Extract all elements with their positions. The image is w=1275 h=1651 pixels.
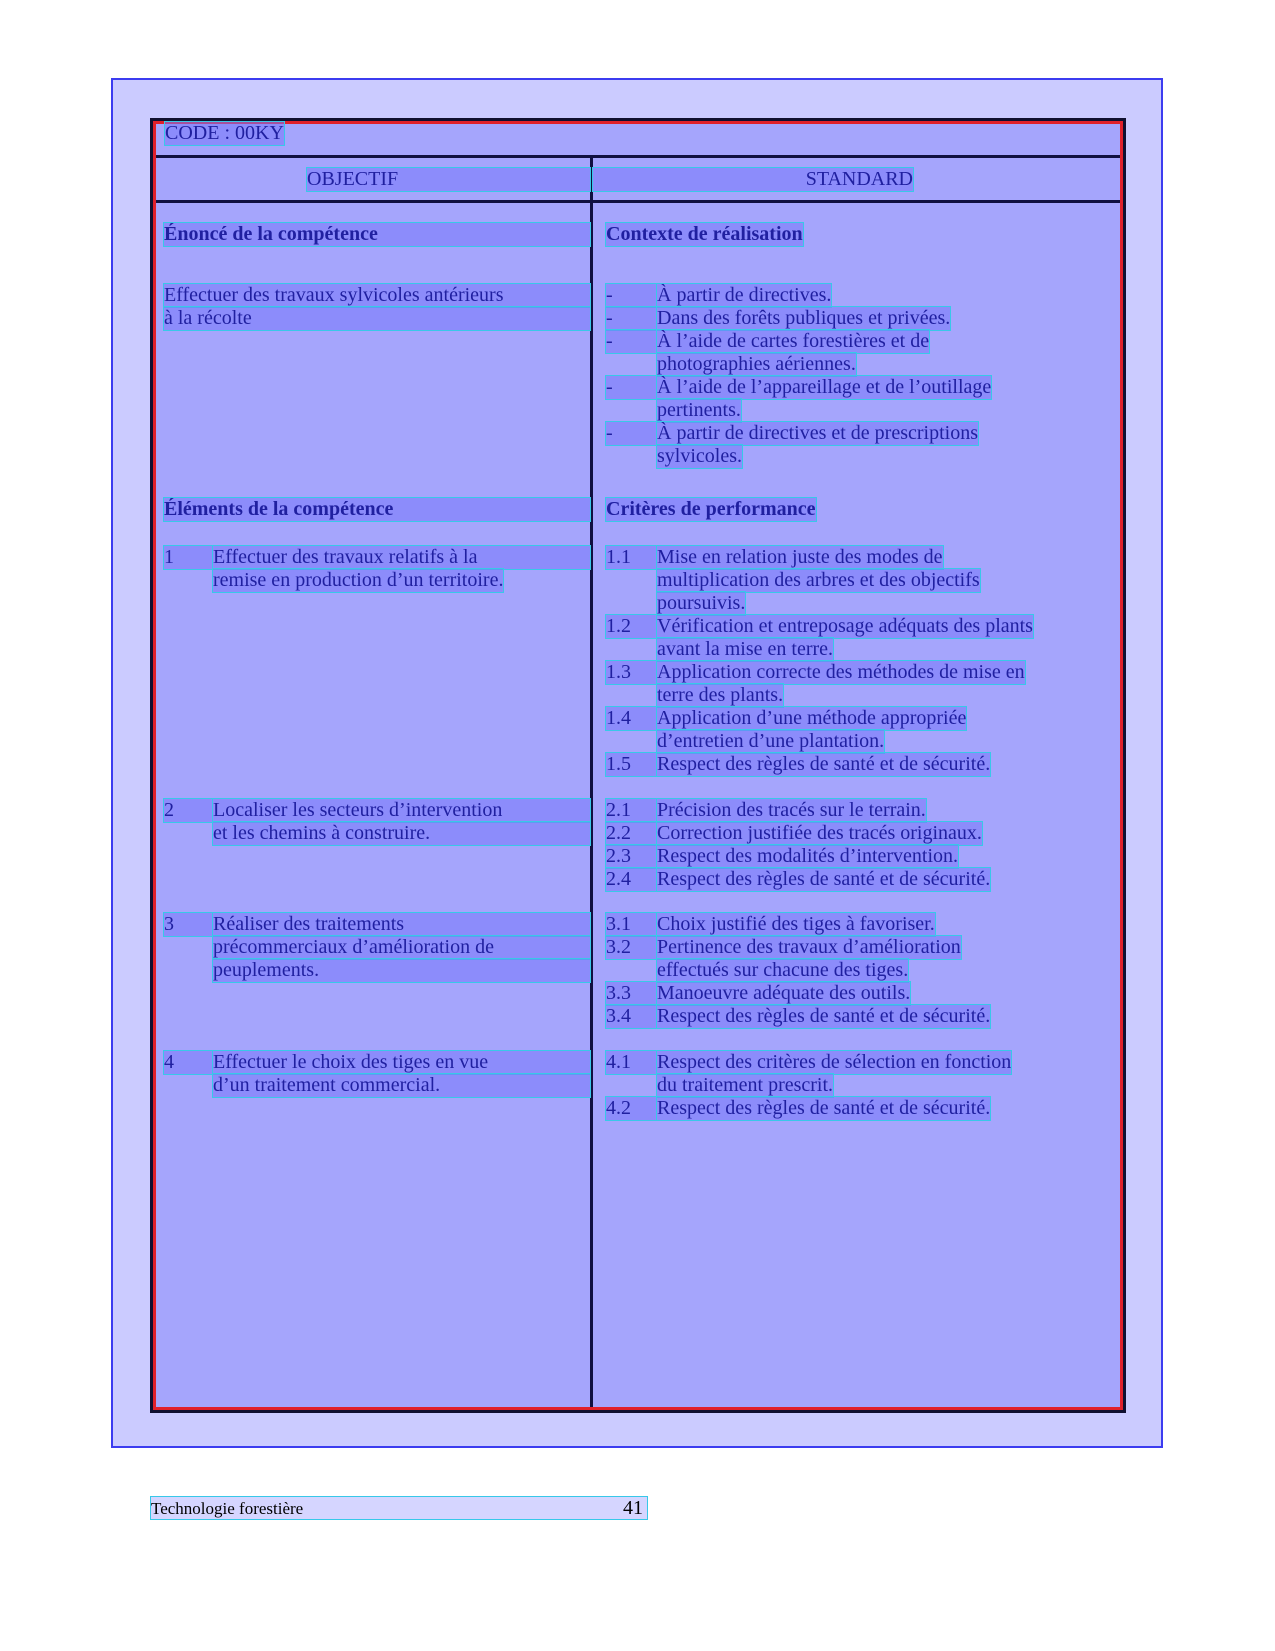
critere-line: d’entretien d’une plantation. <box>657 730 885 752</box>
contexte-title: Contexte de réalisation <box>606 223 803 245</box>
critere-line: Choix justifié des tiges à favoriser. <box>657 913 935 935</box>
contexte-bullet: - <box>606 422 656 445</box>
critere-line: Respect des règles de santé et de sécurité. <box>657 868 991 890</box>
contexte-line: À l’aide de l’appareillage et de l’outillage <box>657 376 992 398</box>
enonce-line <box>164 307 590 330</box>
critere-number: 3.4 <box>606 1005 656 1028</box>
element-line-text: précommerciaux d’amélioration de <box>213 936 494 958</box>
contexte-bullet: - <box>606 376 656 399</box>
element-line <box>213 546 590 569</box>
contexte-line: À l’aide de cartes forestières et de <box>657 330 930 352</box>
element-line <box>213 1074 590 1097</box>
critere-number: 3.3 <box>606 982 656 1005</box>
critere-line: multiplication des arbres et des objectifs <box>657 569 980 591</box>
contexte-line: photographies aériennes. <box>657 353 856 375</box>
critere-number: 1.3 <box>606 661 656 684</box>
elements-title-label: Éléments de la compétence <box>164 498 394 520</box>
elements-title <box>164 498 590 521</box>
element-line-text: peuplements. <box>213 959 320 981</box>
critere-line: Précision des tracés sur le terrain. <box>657 799 926 821</box>
objectif-header-label: OBJECTIF <box>307 168 399 190</box>
critere-number: 1.2 <box>606 615 656 638</box>
critere-number: 3.1 <box>606 913 656 936</box>
element-line-text: Localiser les secteurs d’intervention <box>213 799 503 821</box>
critere-number: 1.4 <box>606 707 656 730</box>
contexte-line: pertinents. <box>657 399 741 421</box>
element-line <box>213 822 590 845</box>
critere-number: 2.1 <box>606 799 656 822</box>
critere-number: 2.4 <box>606 868 656 891</box>
element-number: 2 <box>164 799 212 822</box>
critere-line: Respect des modalités d’intervention. <box>657 845 959 867</box>
page-number: 41 <box>623 1497 643 1519</box>
critere-line: Respect des règles de santé et de sécurité. <box>657 1005 991 1027</box>
contexte-bullet: - <box>606 284 656 307</box>
critere-number: 3.2 <box>606 936 656 959</box>
page-footer <box>151 1497 647 1519</box>
critere-line: terre des plants. <box>657 684 784 706</box>
footer-program-title: Technologie forestière <box>151 1499 304 1518</box>
competency-code: CODE : 00KY <box>165 122 284 144</box>
critere-number: 4.1 <box>606 1051 656 1074</box>
enonce-line-text: à la récolte <box>164 307 252 329</box>
critere-number: 4.2 <box>606 1097 656 1120</box>
critere-line: Respect des critères de sélection en fonction <box>657 1051 1012 1073</box>
critere-number: 2.2 <box>606 822 656 845</box>
contexte-bullet: - <box>606 330 656 353</box>
enonce-title <box>164 223 590 246</box>
element-line <box>213 913 590 936</box>
critere-line: poursuivis. <box>657 592 746 614</box>
contexte-bullet: - <box>606 307 656 330</box>
element-line-text: d’un traitement commercial. <box>213 1074 441 1096</box>
standard-header-label: STANDARD <box>805 168 913 190</box>
enonce-line <box>164 284 590 307</box>
element-number: 1 <box>164 546 212 569</box>
element-line-text: Réaliser des traitements <box>213 913 405 935</box>
contexte-line: Dans des forêts publiques et privées. <box>657 307 951 329</box>
critere-line: Vérification et entreposage adéquats des plants <box>657 615 1033 637</box>
element-line <box>213 959 590 982</box>
enonce-line-text: Effectuer des travaux sylvicoles antérieurs <box>164 284 504 306</box>
objectif-header <box>307 168 590 191</box>
critere-number: 2.3 <box>606 845 656 868</box>
element-number: 4 <box>164 1051 212 1074</box>
contexte-line: À partir de directives et de prescriptions <box>657 422 978 444</box>
header-divider-top <box>156 155 1120 158</box>
critere-line: du traitement prescrit. <box>657 1074 834 1096</box>
header-divider-bottom <box>156 200 1120 203</box>
critere-line: Correction justifiée des tracés originaux. <box>657 822 982 844</box>
critere-line: Application correcte des méthodes de mise en <box>657 661 1025 683</box>
critere-line: avant la mise en terre. <box>657 638 834 660</box>
critere-line: Mise en relation juste des modes de <box>657 546 943 568</box>
element-number: 3 <box>164 913 212 936</box>
criteres-title: Critères de performance <box>606 498 816 520</box>
critere-line: Respect des règles de santé et de sécurité. <box>657 753 991 775</box>
contexte-line: sylvicoles. <box>657 445 742 467</box>
critere-line: Application d’une méthode appropriée <box>657 707 967 729</box>
contexte-line: À partir de directives. <box>657 284 832 306</box>
element-line-text: Effectuer le choix des tiges en vue <box>213 1051 489 1073</box>
critere-line: Pertinence des travaux d’amélioration <box>657 936 961 958</box>
critere-number: 1.5 <box>606 753 656 776</box>
enonce-title-label: Énoncé de la compétence <box>164 223 378 245</box>
element-line: remise en production d’un territoire. <box>213 569 504 591</box>
critere-number: 1.1 <box>606 546 656 569</box>
standard-header <box>593 168 913 191</box>
element-line-text: et les chemins à construire. <box>213 822 431 844</box>
critere-line: Respect des règles de santé et de sécurité. <box>657 1097 991 1119</box>
element-line <box>213 1051 590 1074</box>
element-line-text: Effectuer des travaux relatifs à la <box>213 546 478 568</box>
critere-line: effectués sur chacune des tiges. <box>657 959 909 981</box>
element-line <box>213 799 590 822</box>
critere-line: Manoeuvre adéquate des outils. <box>657 982 911 1004</box>
element-line <box>213 936 590 959</box>
column-divider <box>590 156 593 1407</box>
